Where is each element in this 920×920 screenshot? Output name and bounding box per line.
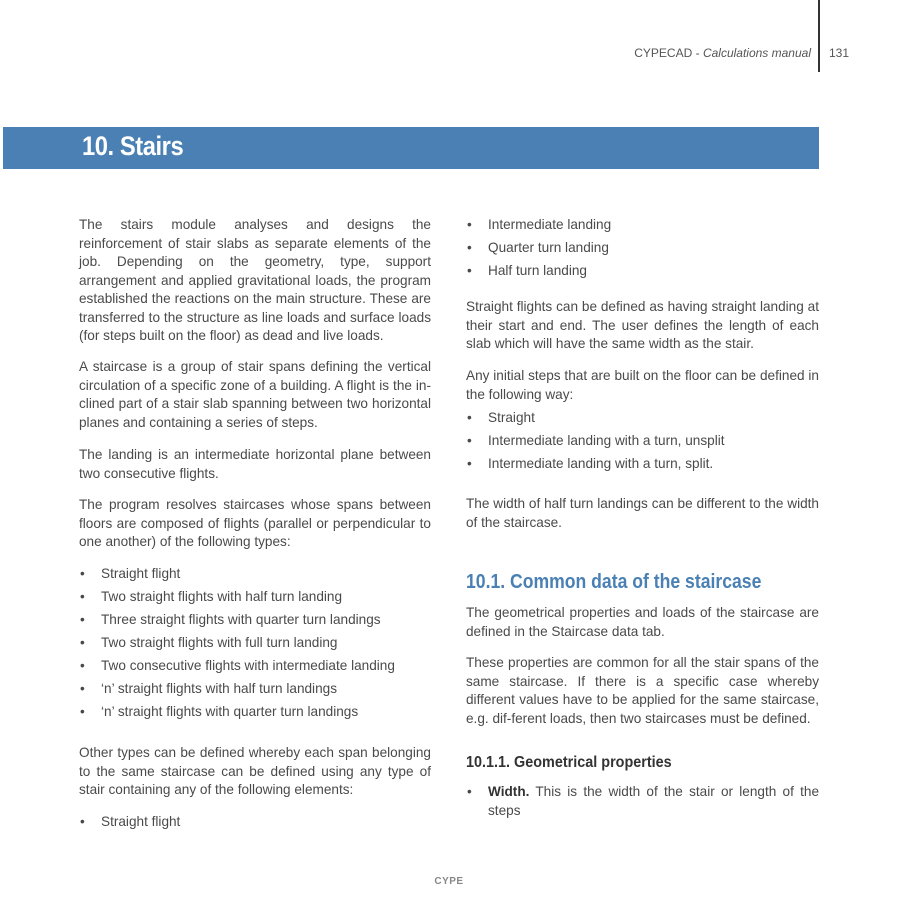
paragraph: The landing is an intermediate horizontal plane between two consecutive flights. <box>79 447 431 481</box>
paragraph: The program resolves staircases whose spans between floors are composed of flights (parallel or perpendicular to one another) of the following types: <box>79 497 431 549</box>
list-item: • Two consecutive flights with intermediate landing <box>79 654 431 677</box>
term-description: This is the width of the stair or length of the steps <box>488 784 819 818</box>
product-name: CYPECAD <box>634 46 693 60</box>
list-item: • Quarter turn landing <box>466 236 819 259</box>
elements-list-continued <box>466 213 819 282</box>
paragraph: Other types can be defined whereby each span belonging to the same staircase can be defined using any type of stair containing any of the following elements: <box>79 745 431 797</box>
list-item: • ‘n’ straight flights with half turn landings <box>79 677 431 700</box>
list-item: • Intermediate landing with a turn, unsplit <box>466 429 819 452</box>
term: Width. <box>488 784 530 799</box>
header-divider <box>818 0 820 72</box>
header-separator: - <box>692 46 703 60</box>
paragraph: The width of half turn landings can be different to the width of the staircase. <box>466 496 819 530</box>
running-header <box>634 46 811 60</box>
manual-name: Calculations manual <box>702 46 811 60</box>
list-item: • Intermediate landing <box>466 213 819 236</box>
geometry-list <box>466 783 819 820</box>
list-item: • Half turn landing <box>466 259 819 282</box>
list-item: • Straight flight <box>79 562 431 585</box>
subsection-heading: 10.1.1. Geometrical properties <box>466 754 672 771</box>
footer-logo: CYPE <box>434 876 464 887</box>
list-item: • ‘n’ straight flights with quarter turn landings <box>79 700 431 723</box>
paragraph: The stairs module analyses and designs the reinforcement of stair slabs as separate elements of the job. Depending on the geometry, type, support arrangement and applied gravitational loads, the program established the reactions on the main structure. These are transferred to the structure as line loads and surface loads (for steps built on the floor) as dead and live loads. <box>79 217 431 343</box>
stair-types-list <box>79 562 431 723</box>
chapter-title: 10. Stairs <box>82 131 184 161</box>
paragraph: The geometrical properties and loads of the staircase are defined in the Staircase data tab. <box>466 605 819 639</box>
list-item: • Three straight flights with quarter turn landings <box>79 608 431 631</box>
paragraph: These properties are common for all the stair spans of the same staircase. If there is a specific case whereby different values have to be applied for the same staircase, e.g. dif-ferent loads, then two staircases must be defined. <box>466 655 819 726</box>
page-number: 131 <box>829 46 850 60</box>
paragraph: A staircase is a group of stair spans defining the vertical circulation of a specific zone of a building. A flight is the in-clined part of a stair slab spanning between two horizontal planes and containing a series of steps. <box>79 359 431 430</box>
initial-steps-list <box>466 406 819 475</box>
elements-list <box>79 810 431 833</box>
paragraph: Straight flights can be defined as having straight landing at their start and end. The user defines the length of each slab which will have the same width as the stair. <box>466 299 819 351</box>
list-item: • Intermediate landing with a turn, split. <box>466 452 819 475</box>
list-item: • Straight flight <box>79 810 431 833</box>
section-heading: 10.1. Common data of the staircase <box>466 571 762 593</box>
list-item: • Straight <box>466 406 819 429</box>
chapter-banner <box>3 127 819 169</box>
list-item: • Two straight flights with full turn landing <box>79 631 431 654</box>
list-item <box>466 783 819 820</box>
paragraph: Any initial steps that are built on the floor can be defined in the following way: <box>466 368 819 402</box>
list-item: • Two straight flights with half turn landing <box>79 585 431 608</box>
